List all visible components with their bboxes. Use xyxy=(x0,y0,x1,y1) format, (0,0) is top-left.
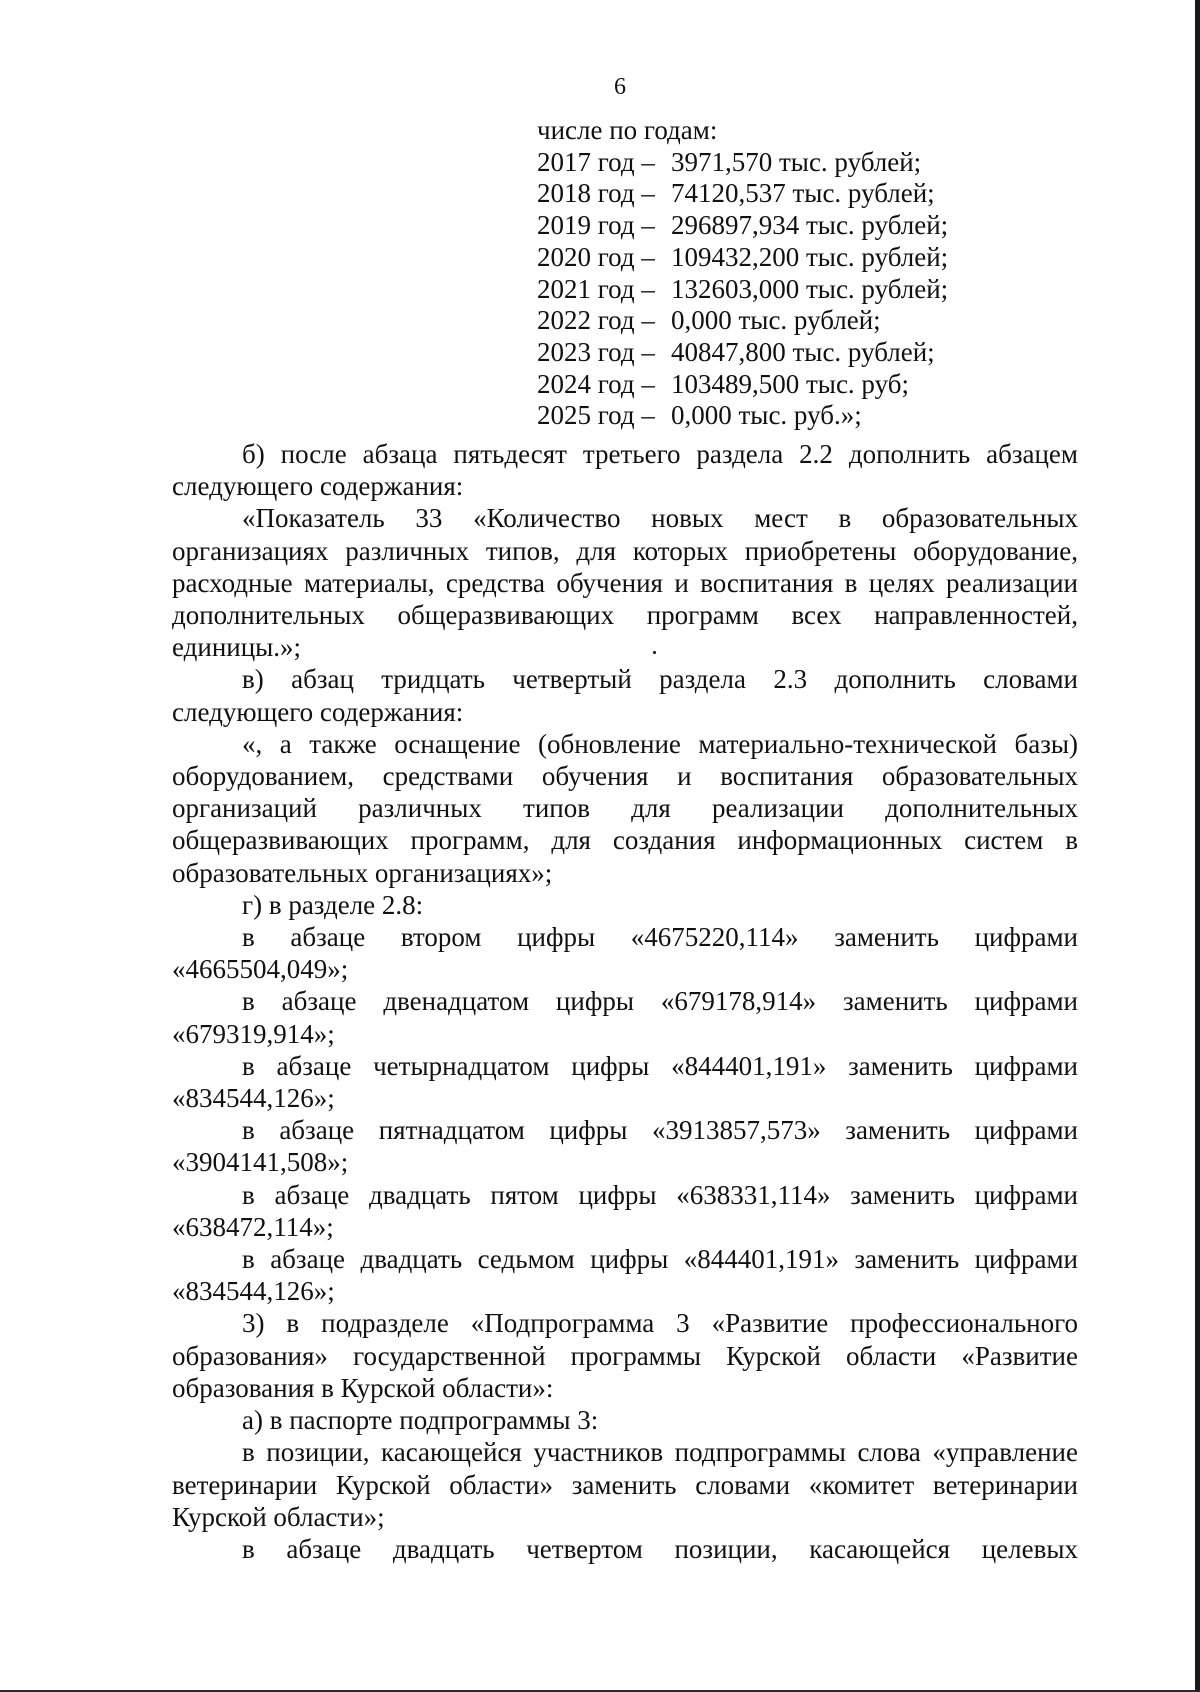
budget-year: 2023 год – xyxy=(537,336,655,367)
paragraph-replace-twenty-fifth: в абзаце двадцать пятом цифры «638331,114» заменить цифрами «638472,114»; xyxy=(172,1179,1078,1242)
paragraph-a-passport: а) в паспорте подпрограммы 3: xyxy=(242,1405,599,1436)
paragraph-replace-fourteenth: в абзаце четырнадцатом цифры «844401,191» заменить цифрами «834544,126»; xyxy=(172,1050,1078,1114)
budget-intro: числе по годам: xyxy=(537,115,718,145)
budget-amount: 296897,934 тыс. рублей; xyxy=(671,210,949,241)
budget-row-2017 xyxy=(537,147,948,179)
budget-amount: 132603,000 тыс. рублей; xyxy=(671,273,949,304)
budget-year: 2020 год – xyxy=(537,241,655,272)
budget-year: 2019 год – xyxy=(537,210,655,241)
paragraph-twenty-fourth: в абзаце двадцать четвертом позиции, касающейся целевых xyxy=(242,1533,1078,1564)
budget-year: 2017 год – xyxy=(537,146,655,177)
budget-row-2022 xyxy=(537,305,948,337)
paragraph-replace-fifteenth: в абзаце пятнадцатом цифры «3913857,573» заменить цифрами «3904141,508»; xyxy=(172,1115,1078,1178)
paragraph-equipment-text: «, а также оснащение (обновление материально-технической базы) оборудованием, средствами обучения и воспитания образовательных организаций различных типов для реализации дополнительных общеразвивающих программ, для создания информационных систем в образовательных организациях»; xyxy=(172,728,1078,888)
budget-amount: 103489,500 тыс. руб; xyxy=(671,368,909,399)
paragraph-replace-second: в абзаце втором цифры «4675220,114» заменить цифрами «4665504,049»; xyxy=(172,922,1078,985)
budget-row-2024 xyxy=(537,369,948,401)
budget-year: 2025 год – xyxy=(537,400,655,431)
budget-amount: 40847,800 тыс. рублей; xyxy=(671,336,935,367)
budget-year: 2021 год – xyxy=(537,273,655,304)
paragraph-subprogram-3: 3) в подразделе «Подпрограмма 3 «Развитие профессионального образования» государственной программы Курской области «Развитие образования в Курской области»: xyxy=(172,1308,1078,1403)
budget-row-2023 xyxy=(537,337,948,369)
paragraph-replace-twenty-seventh: в абзаце двадцать седьмом цифры «844401,191» заменить цифрами «834544,126»; xyxy=(172,1244,1078,1307)
budget-row-2025 xyxy=(537,400,948,432)
paragraph-v-amendment: в) абзац тридцать четвертый раздела 2.3 дополнить словами следующего содержания: xyxy=(172,664,1078,727)
budget-row-2018 xyxy=(537,178,948,210)
budget-year: 2022 год – xyxy=(537,305,655,336)
paragraph-participants: в позиции, касающейся участников подпрограммы слова «управление ветеринарии Курской области» заменить словами «комитет ветеринарии Курской области»; xyxy=(172,1437,1078,1532)
budget-by-year-block xyxy=(537,115,948,432)
page-number: 6 xyxy=(614,74,626,100)
budget-amount: 109432,200 тыс. рублей; xyxy=(671,241,949,272)
budget-year: 2024 год – xyxy=(537,368,655,399)
budget-row-2020 xyxy=(537,242,948,274)
budget-amount: 0,000 тыс. рублей; xyxy=(671,305,881,336)
paragraph-indicator-33: «Показатель 33 «Количество новых мест в образовательных организациях различных типов, для которых приобретены оборудование, расходные материалы, средства обучения и воспитания в целях реализации дополнительных общеразвивающих программ всех направленностей, единицы.»; xyxy=(172,503,1078,663)
budget-row-2021 xyxy=(537,274,948,306)
budget-amount: 0,000 тыс. руб.»; xyxy=(671,400,862,431)
budget-year: 2018 год – xyxy=(537,178,655,209)
paragraph-g-section-2-8: г) в разделе 2.8: xyxy=(242,889,424,920)
scan-speck xyxy=(653,651,656,654)
budget-amount: 74120,537 тыс. рублей; xyxy=(671,178,935,209)
budget-amount: 3971,570 тыс. рублей; xyxy=(671,146,922,177)
scan-border-right xyxy=(1195,0,1200,1692)
paragraph-replace-twelfth: в абзаце двенадцатом цифры «679178,914» заменить цифрами «679319,914»; xyxy=(172,986,1078,1049)
document-body xyxy=(172,438,1078,1565)
budget-row-2019 xyxy=(537,210,948,242)
paragraph-b-amendment: б) после абзаца пятьдесят третьего раздела 2.2 дополнить абзацем следующего содержания: xyxy=(172,439,1078,502)
